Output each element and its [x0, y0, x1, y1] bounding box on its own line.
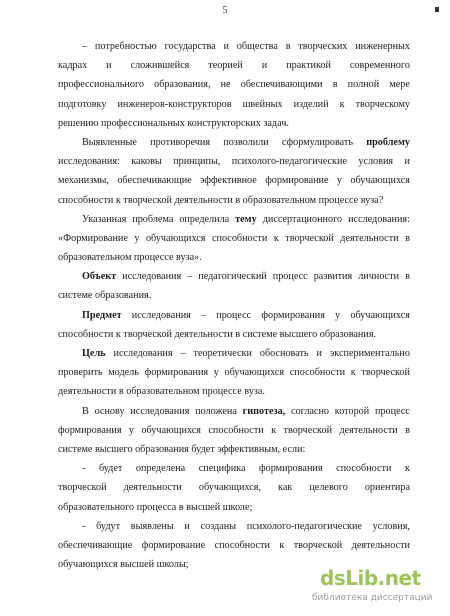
word: специфика [198, 463, 246, 475]
word: деятельности [351, 539, 410, 551]
word: теоретически [193, 348, 252, 359]
word: выявлены [130, 520, 174, 532]
word: экспериментально [329, 348, 410, 359]
text-line [58, 229, 410, 248]
word: формирование [265, 175, 329, 187]
word: принципы, [173, 156, 221, 168]
word: в [405, 232, 410, 244]
text-line [58, 210, 410, 229]
page-number: 5 [222, 4, 228, 16]
word: формирования [261, 309, 325, 321]
word: положена [195, 405, 237, 417]
word: кадрах [58, 60, 88, 72]
word: обучающихся [350, 309, 410, 321]
watermark-logo: dsLib.net [320, 566, 421, 590]
word: механизмы, [58, 175, 109, 187]
word: гипотеза, [242, 405, 286, 417]
word: будут [96, 520, 121, 532]
text-line [58, 75, 410, 94]
word: образовательного процесса в высшей школе; [58, 501, 253, 513]
word: в [285, 41, 291, 52]
word: условия, [372, 520, 410, 532]
word: творческой [283, 424, 333, 436]
word: процесс [216, 309, 252, 321]
word: обеспечивающие [117, 175, 192, 187]
word: государства [164, 41, 216, 52]
word: обучающихся высшей школы; [58, 559, 189, 571]
word: В [82, 405, 89, 417]
word: у [134, 232, 140, 244]
word: исследования [122, 271, 182, 283]
text-line [58, 344, 410, 363]
word: обосновать [259, 348, 309, 359]
word: обучающихся [350, 175, 410, 187]
document-body [58, 37, 410, 574]
word: Указанная [82, 213, 127, 225]
text-line [58, 191, 410, 210]
text-line [58, 95, 410, 114]
word: к [350, 367, 356, 379]
word: проблему [366, 136, 410, 148]
word: и [223, 41, 229, 52]
word: проверить [58, 367, 103, 379]
word: деятельности [123, 482, 182, 494]
word: системе высшего образования будет эффективным, если: [58, 443, 306, 455]
text-line [58, 498, 410, 517]
word: и [316, 348, 322, 359]
word: – [187, 271, 193, 283]
word: проблема [132, 213, 174, 225]
word: Предмет [82, 309, 122, 321]
word: будет [98, 463, 123, 475]
text-line [58, 459, 410, 478]
text-line [58, 363, 410, 382]
word: определена [135, 463, 186, 475]
word: обучающихся [145, 232, 206, 244]
word: в [405, 271, 410, 283]
word: в [332, 79, 338, 91]
word: и [106, 60, 112, 72]
word: изделий [293, 98, 329, 110]
text-line [58, 325, 410, 344]
word: подготовку [58, 98, 107, 110]
text-line [58, 37, 410, 56]
word: инженеров-конструкторов [117, 98, 232, 110]
word: личности [358, 271, 400, 283]
word: к [279, 539, 285, 551]
text-line [58, 478, 410, 497]
word: творческой [361, 367, 410, 379]
word: исследования: [348, 213, 410, 225]
word: диссертационного [262, 213, 343, 225]
word: системе образования. [58, 290, 152, 302]
text-line [58, 286, 410, 305]
word: формирования [58, 424, 122, 436]
word: Цель [82, 348, 106, 359]
text-line [58, 56, 410, 75]
word: определила [179, 213, 230, 225]
word: основу [94, 405, 125, 417]
word: каковы [131, 156, 162, 168]
word: и [261, 60, 268, 72]
word: инженерных [355, 41, 410, 52]
word: способности к творческой деятельности в системе высшего образования. [58, 328, 377, 340]
text-line [58, 536, 410, 555]
word: общества [236, 41, 278, 52]
word: у [336, 175, 343, 187]
word: и [404, 156, 410, 168]
word: исследования: [58, 156, 120, 168]
word: сложившейся [130, 60, 190, 72]
watermark-subtitle: библиотека диссертаций [312, 593, 433, 603]
word: способности [289, 367, 346, 379]
word: способности [211, 232, 268, 244]
word: способности [336, 463, 392, 475]
word: практикой [286, 60, 331, 72]
text-line [58, 171, 410, 190]
text-line [58, 114, 410, 133]
word: творческой [293, 539, 343, 551]
word: теорией [208, 60, 243, 72]
word: образовательном процессе вуза». [58, 252, 202, 264]
word: решению профессиональных конструкторских задач. [58, 117, 289, 129]
word: условия [358, 156, 394, 168]
word: в [405, 424, 410, 436]
text-line [58, 421, 410, 440]
word: педагогический [198, 271, 267, 283]
corner-mark [435, 7, 439, 12]
text-line [58, 306, 410, 325]
word: исследования [130, 405, 190, 417]
word: деятельности [340, 232, 399, 244]
word: обеспечивающими [240, 79, 323, 91]
word: творческой [58, 482, 107, 494]
word: тему [235, 213, 257, 225]
word: психолого-педагогические [231, 156, 347, 168]
word: у [213, 367, 219, 379]
word: творческой [285, 232, 334, 244]
word: и [184, 520, 190, 532]
word: согласно [291, 405, 329, 417]
word: модель [108, 367, 139, 379]
word: целевого [309, 482, 348, 494]
word: Выявленные [82, 136, 137, 148]
word: противоречия [150, 136, 211, 148]
word: формирования [144, 367, 209, 379]
word: «Формирование [58, 232, 128, 244]
word: швейных [242, 98, 283, 110]
word: эффективное [200, 175, 257, 187]
word: деятельности [339, 424, 398, 436]
word: развития [313, 271, 353, 283]
word: ориентира [364, 482, 410, 494]
word: процесс [272, 271, 308, 283]
word: исследования [131, 309, 191, 321]
word: к [339, 98, 345, 110]
text-line [58, 440, 410, 459]
word: обеспечивающие [58, 539, 133, 551]
word: у [335, 309, 341, 321]
word: обучающихся [224, 367, 285, 379]
text-line [58, 248, 410, 267]
text-line [58, 402, 410, 421]
text-line [58, 267, 410, 286]
watermark [312, 566, 450, 610]
word: мере [389, 79, 410, 91]
word: способности к творческой деятельности в образовательном процессе вуза? [58, 194, 384, 206]
word: формирование [141, 539, 206, 551]
word: к [404, 463, 410, 475]
word: - [82, 520, 86, 532]
word: обучающихся [141, 424, 201, 436]
word: потребностью [94, 41, 157, 52]
word: образования, [154, 79, 211, 91]
text-line [58, 152, 410, 171]
word: – [180, 348, 186, 359]
word: которой [334, 405, 370, 417]
text-line [58, 133, 410, 152]
word: Объект [82, 271, 117, 283]
word: способности [214, 539, 270, 551]
word: деятельности в образовательном процессе вуза. [58, 386, 265, 398]
word: психолого-педагогические [246, 520, 362, 532]
word: исследования [113, 348, 173, 359]
word: - [82, 463, 86, 475]
word: не [220, 79, 231, 91]
word: способности [208, 424, 264, 436]
word: творческому [355, 98, 410, 110]
word: процесс [375, 405, 410, 417]
word: полной [347, 79, 380, 91]
word: формирования [259, 463, 323, 475]
word: обучающихся, [198, 482, 262, 494]
word: творческих [298, 41, 348, 52]
word: позволили [223, 136, 269, 148]
word: профессионального [58, 79, 144, 91]
word: у [128, 424, 135, 436]
word: к [273, 232, 279, 244]
word: как [278, 482, 293, 494]
word: современного [349, 60, 410, 72]
word: – [82, 41, 88, 52]
word: созданы [200, 520, 237, 532]
word: – [201, 309, 207, 321]
text-line [58, 382, 410, 401]
text-line [58, 517, 410, 536]
word: сформулировать [281, 136, 353, 148]
word: к [271, 424, 277, 436]
